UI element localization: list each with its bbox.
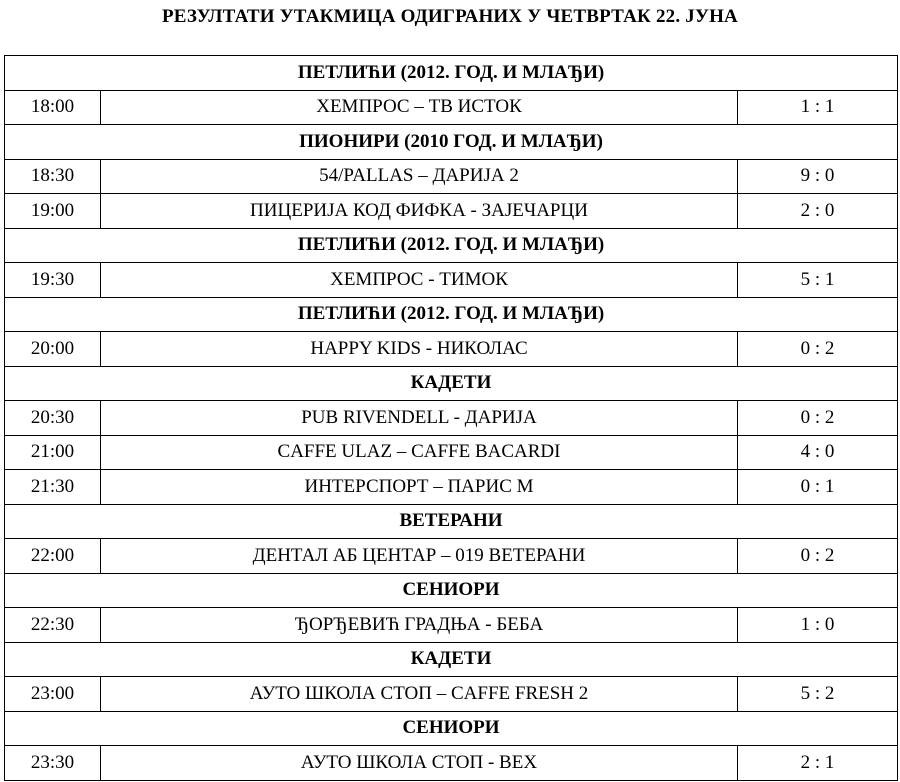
category-row: [5, 366, 898, 401]
match-time: 22:00: [5, 539, 101, 574]
match-time: 18:30: [5, 159, 101, 194]
match-time: 18:00: [5, 90, 101, 125]
category-label: КАДЕТИ: [5, 642, 898, 677]
match-time: 21:30: [5, 470, 101, 505]
match-teams: 54/PALLAS – ДАРИЈА 2: [101, 159, 738, 194]
match-teams: АУТО ШКОЛА СТОП - ВЕХ: [101, 746, 738, 781]
match-row: [5, 470, 898, 505]
match-row: [5, 159, 898, 194]
category-label: ВЕТЕРАНИ: [5, 504, 898, 539]
match-score: 0 : 2: [738, 539, 898, 574]
match-teams: CAFFE ULAZ – CAFFE BACARDI: [101, 435, 738, 470]
match-score: 0 : 2: [738, 332, 898, 367]
category-label: ПЕТЛИЋИ (2012. ГОД. И МЛАЂИ): [5, 228, 898, 263]
category-label: ПИОНИРИ (2010 ГОД. И МЛАЂИ): [5, 125, 898, 160]
match-time: 21:00: [5, 435, 101, 470]
match-time: 20:30: [5, 401, 101, 436]
category-row: [5, 297, 898, 332]
match-row: [5, 435, 898, 470]
match-time: 23:30: [5, 746, 101, 781]
match-teams: ХЕМПРОС - ТИМОК: [101, 263, 738, 298]
match-score: 9 : 0: [738, 159, 898, 194]
category-row: [5, 711, 898, 746]
category-row: [5, 504, 898, 539]
match-score: 2 : 0: [738, 194, 898, 229]
match-row: [5, 677, 898, 712]
page-title: РЕЗУЛТАТИ УТАКМИЦА ОДИГРАНИХ У ЧЕТВРТАК 22. ЈУНА: [162, 6, 738, 27]
match-row: [5, 263, 898, 298]
match-teams: HAPPY KIDS - НИКОЛАС: [101, 332, 738, 367]
category-row: [5, 125, 898, 160]
match-score: 1 : 1: [738, 90, 898, 125]
match-score: 5 : 2: [738, 677, 898, 712]
match-teams: ХЕМПРОС – ТВ ИСТОК: [101, 90, 738, 125]
match-teams: ДЕНТАЛ АБ ЦЕНТАР – 019 ВЕТЕРАНИ: [101, 539, 738, 574]
category-row: [5, 573, 898, 608]
category-label: СЕНИОРИ: [5, 573, 898, 608]
match-row: [5, 539, 898, 574]
match-row: [5, 608, 898, 643]
match-teams: PUB RIVENDELL - ДАРИЈА: [101, 401, 738, 436]
match-time: 22:30: [5, 608, 101, 643]
match-teams: ИНТЕРСПОРТ – ПАРИС М: [101, 470, 738, 505]
match-time: 20:00: [5, 332, 101, 367]
category-row: [5, 642, 898, 677]
match-teams: АУТО ШКОЛА СТОП – CAFFE FRESH 2: [101, 677, 738, 712]
match-score: 2 : 1: [738, 746, 898, 781]
match-row: [5, 90, 898, 125]
match-teams: ЂОРЂЕВИЋ ГРАДЊА - БЕБА: [101, 608, 738, 643]
match-score: 1 : 0: [738, 608, 898, 643]
category-row: [5, 56, 898, 91]
match-time: 23:00: [5, 677, 101, 712]
category-label: КАДЕТИ: [5, 366, 898, 401]
match-score: 4 : 0: [738, 435, 898, 470]
match-time: 19:00: [5, 194, 101, 229]
match-score: 5 : 1: [738, 263, 898, 298]
match-time: 19:30: [5, 263, 101, 298]
match-score: 0 : 1: [738, 470, 898, 505]
results-table-body: [5, 56, 898, 781]
match-teams: ПИЦЕРИЈА КОД ФИФКА - ЗАЈЕЧАРЦИ: [101, 194, 738, 229]
category-label: СЕНИОРИ: [5, 711, 898, 746]
match-row: [5, 332, 898, 367]
category-label: ПЕТЛИЋИ (2012. ГОД. И МЛАЂИ): [5, 56, 898, 91]
match-row: [5, 746, 898, 781]
results-table: [4, 55, 898, 781]
category-row: [5, 228, 898, 263]
match-score: 0 : 2: [738, 401, 898, 436]
match-row: [5, 194, 898, 229]
match-row: [5, 401, 898, 436]
category-label: ПЕТЛИЋИ (2012. ГОД. И МЛАЂИ): [5, 297, 898, 332]
